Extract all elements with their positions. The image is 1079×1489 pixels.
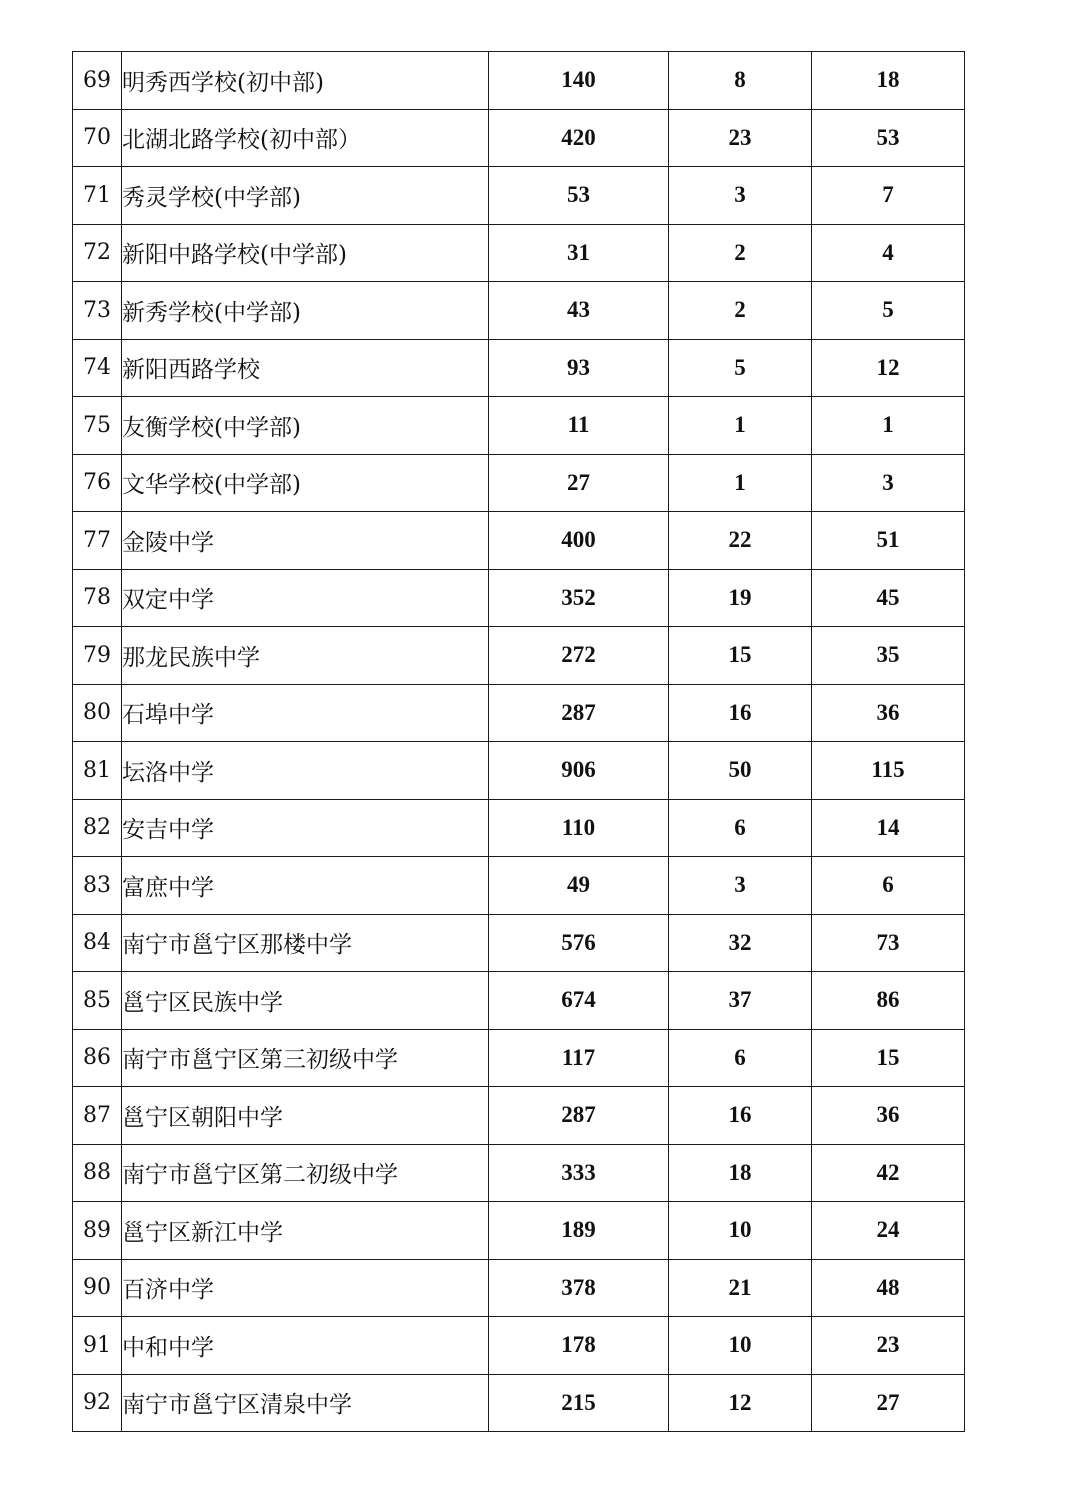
school-name-cell: 南宁市邕宁区第三初级中学 — [122, 1029, 489, 1087]
table-row — [73, 914, 965, 972]
value-a-cell: 420 — [489, 109, 669, 167]
value-c-cell: 115 — [812, 742, 965, 800]
value-b-cell: 2 — [669, 282, 812, 340]
value-c-cell: 14 — [812, 799, 965, 857]
value-b-cell: 3 — [669, 167, 812, 225]
table-row — [73, 1259, 965, 1317]
row-number-cell: 71 — [73, 167, 122, 225]
row-number-cell: 72 — [73, 224, 122, 282]
value-a-cell: 272 — [489, 627, 669, 685]
school-name-cell: 邕宁区新江中学 — [122, 1202, 489, 1260]
school-name-cell: 百济中学 — [122, 1259, 489, 1317]
school-name-cell: 秀灵学校(中学部) — [122, 167, 489, 225]
value-b-cell: 1 — [669, 397, 812, 455]
value-a-cell: 352 — [489, 569, 669, 627]
value-b-cell: 37 — [669, 972, 812, 1030]
value-c-cell: 18 — [812, 52, 965, 110]
value-b-cell: 16 — [669, 684, 812, 742]
school-name-cell: 南宁市邕宁区那楼中学 — [122, 914, 489, 972]
table-row — [73, 52, 965, 110]
value-a-cell: 31 — [489, 224, 669, 282]
value-a-cell: 287 — [489, 684, 669, 742]
value-c-cell: 23 — [812, 1317, 965, 1375]
value-c-cell: 12 — [812, 339, 965, 397]
row-number-cell: 88 — [73, 1144, 122, 1202]
value-a-cell: 287 — [489, 1087, 669, 1145]
value-a-cell: 674 — [489, 972, 669, 1030]
school-name-cell: 中和中学 — [122, 1317, 489, 1375]
school-name-cell: 南宁市邕宁区第二初级中学 — [122, 1144, 489, 1202]
table-row — [73, 1317, 965, 1375]
value-b-cell: 1 — [669, 454, 812, 512]
value-c-cell: 36 — [812, 684, 965, 742]
value-b-cell: 10 — [669, 1202, 812, 1260]
table-row — [73, 1029, 965, 1087]
school-name-cell: 双定中学 — [122, 569, 489, 627]
school-name-cell: 安吉中学 — [122, 799, 489, 857]
table-row — [73, 1087, 965, 1145]
value-b-cell: 6 — [669, 799, 812, 857]
value-c-cell: 7 — [812, 167, 965, 225]
value-c-cell: 48 — [812, 1259, 965, 1317]
school-name-cell: 那龙民族中学 — [122, 627, 489, 685]
table-row — [73, 109, 965, 167]
school-name-cell: 富庶中学 — [122, 857, 489, 915]
value-b-cell: 21 — [669, 1259, 812, 1317]
value-b-cell: 2 — [669, 224, 812, 282]
table-row — [73, 454, 965, 512]
school-name-cell: 邕宁区朝阳中学 — [122, 1087, 489, 1145]
value-b-cell: 6 — [669, 1029, 812, 1087]
table-row — [73, 627, 965, 685]
value-c-cell: 42 — [812, 1144, 965, 1202]
row-number-cell: 69 — [73, 52, 122, 110]
value-a-cell: 11 — [489, 397, 669, 455]
value-c-cell: 1 — [812, 397, 965, 455]
school-name-cell: 坛洛中学 — [122, 742, 489, 800]
row-number-cell: 78 — [73, 569, 122, 627]
row-number-cell: 70 — [73, 109, 122, 167]
row-number-cell: 75 — [73, 397, 122, 455]
value-b-cell: 15 — [669, 627, 812, 685]
school-name-cell: 金陵中学 — [122, 512, 489, 570]
value-a-cell: 400 — [489, 512, 669, 570]
value-c-cell: 35 — [812, 627, 965, 685]
row-number-cell: 89 — [73, 1202, 122, 1260]
value-a-cell: 378 — [489, 1259, 669, 1317]
school-name-cell: 新阳中路学校(中学部) — [122, 224, 489, 282]
value-b-cell: 5 — [669, 339, 812, 397]
value-a-cell: 140 — [489, 52, 669, 110]
value-c-cell: 15 — [812, 1029, 965, 1087]
row-number-cell: 83 — [73, 857, 122, 915]
value-a-cell: 333 — [489, 1144, 669, 1202]
value-b-cell: 10 — [669, 1317, 812, 1375]
value-b-cell: 19 — [669, 569, 812, 627]
row-number-cell: 81 — [73, 742, 122, 800]
value-b-cell: 3 — [669, 857, 812, 915]
row-number-cell: 84 — [73, 914, 122, 972]
school-name-cell: 文华学校(中学部) — [122, 454, 489, 512]
row-number-cell: 73 — [73, 282, 122, 340]
value-a-cell: 215 — [489, 1374, 669, 1432]
table-row — [73, 1144, 965, 1202]
row-number-cell: 82 — [73, 799, 122, 857]
value-b-cell: 18 — [669, 1144, 812, 1202]
school-name-cell: 新秀学校(中学部) — [122, 282, 489, 340]
value-a-cell: 189 — [489, 1202, 669, 1260]
school-name-cell: 新阳西路学校 — [122, 339, 489, 397]
value-c-cell: 5 — [812, 282, 965, 340]
row-number-cell: 85 — [73, 972, 122, 1030]
table-row — [73, 339, 965, 397]
value-c-cell: 4 — [812, 224, 965, 282]
school-quota-table — [72, 51, 965, 1432]
row-number-cell: 79 — [73, 627, 122, 685]
value-c-cell: 45 — [812, 569, 965, 627]
value-a-cell: 49 — [489, 857, 669, 915]
value-a-cell: 53 — [489, 167, 669, 225]
table-row — [73, 799, 965, 857]
value-a-cell: 576 — [489, 914, 669, 972]
row-number-cell: 77 — [73, 512, 122, 570]
table-row — [73, 569, 965, 627]
school-name-cell: 友衡学校(中学部) — [122, 397, 489, 455]
value-b-cell: 32 — [669, 914, 812, 972]
value-c-cell: 3 — [812, 454, 965, 512]
school-name-cell: 南宁市邕宁区清泉中学 — [122, 1374, 489, 1432]
value-a-cell: 43 — [489, 282, 669, 340]
row-number-cell: 90 — [73, 1259, 122, 1317]
value-a-cell: 110 — [489, 799, 669, 857]
value-a-cell: 27 — [489, 454, 669, 512]
row-number-cell: 87 — [73, 1087, 122, 1145]
value-c-cell: 73 — [812, 914, 965, 972]
value-c-cell: 51 — [812, 512, 965, 570]
school-name-cell: 邕宁区民族中学 — [122, 972, 489, 1030]
value-c-cell: 36 — [812, 1087, 965, 1145]
table-body — [73, 52, 965, 1432]
value-b-cell: 23 — [669, 109, 812, 167]
value-a-cell: 178 — [489, 1317, 669, 1375]
table-row — [73, 397, 965, 455]
value-c-cell: 6 — [812, 857, 965, 915]
table-row — [73, 282, 965, 340]
row-number-cell: 74 — [73, 339, 122, 397]
table-row — [73, 972, 965, 1030]
value-c-cell: 86 — [812, 972, 965, 1030]
row-number-cell: 86 — [73, 1029, 122, 1087]
value-a-cell: 906 — [489, 742, 669, 800]
value-a-cell: 117 — [489, 1029, 669, 1087]
value-b-cell: 50 — [669, 742, 812, 800]
value-c-cell: 24 — [812, 1202, 965, 1260]
value-b-cell: 16 — [669, 1087, 812, 1145]
school-name-cell: 明秀西学校(初中部) — [122, 52, 489, 110]
value-a-cell: 93 — [489, 339, 669, 397]
value-c-cell: 53 — [812, 109, 965, 167]
value-b-cell: 8 — [669, 52, 812, 110]
value-b-cell: 22 — [669, 512, 812, 570]
table-row — [73, 857, 965, 915]
row-number-cell: 76 — [73, 454, 122, 512]
value-c-cell: 27 — [812, 1374, 965, 1432]
table-row — [73, 167, 965, 225]
table-row — [73, 684, 965, 742]
row-number-cell: 91 — [73, 1317, 122, 1375]
school-name-cell: 石埠中学 — [122, 684, 489, 742]
table-row — [73, 224, 965, 282]
school-name-cell: 北湖北路学校(初中部） — [122, 109, 489, 167]
table-row — [73, 742, 965, 800]
value-b-cell: 12 — [669, 1374, 812, 1432]
row-number-cell: 80 — [73, 684, 122, 742]
table-row — [73, 1202, 965, 1260]
table-row — [73, 1374, 965, 1432]
row-number-cell: 92 — [73, 1374, 122, 1432]
table-row — [73, 512, 965, 570]
